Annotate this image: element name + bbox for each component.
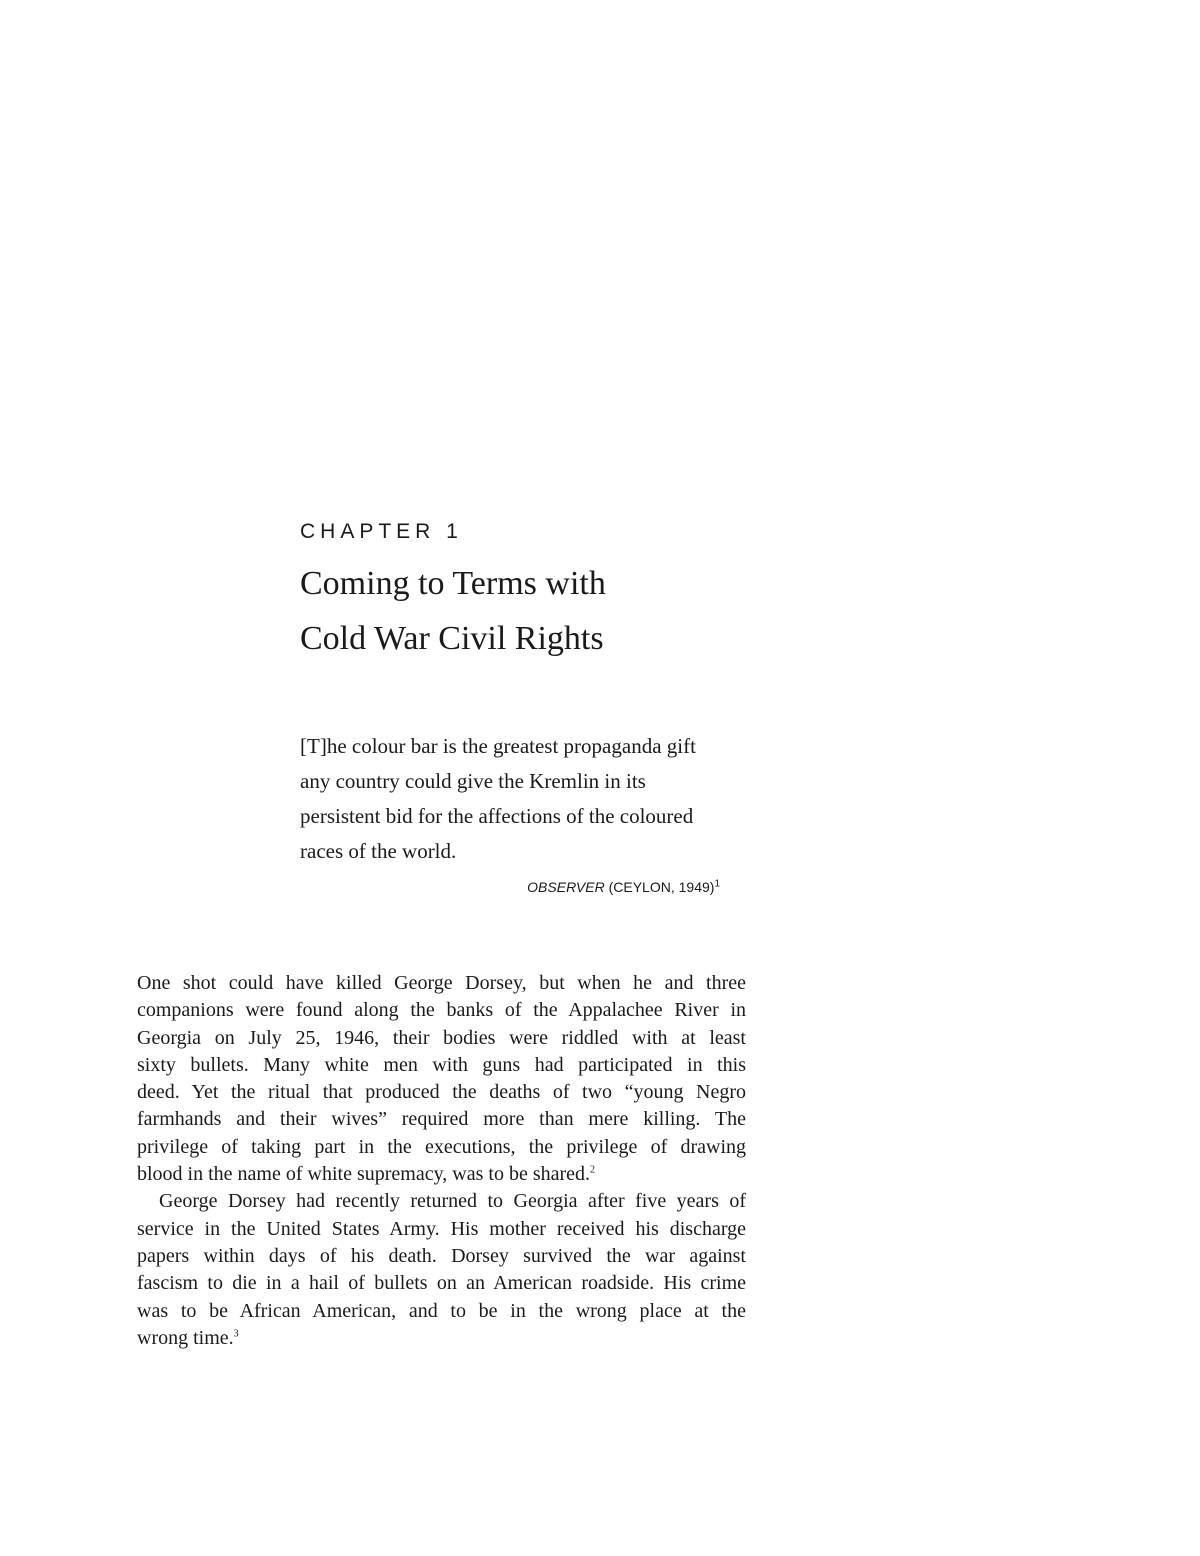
text-line-content: blood in the name of white supremacy, was to be shared. bbox=[137, 1163, 591, 1186]
footnote-marker: 3 bbox=[233, 1328, 239, 1340]
text-line-content: wrong time. bbox=[137, 1326, 234, 1349]
text-line: One shot could have killed George Dorsey, but when he and three bbox=[137, 972, 746, 994]
epigraph-line: races of the world. bbox=[300, 839, 457, 863]
text-line-last bbox=[137, 1161, 746, 1188]
body-paragraph bbox=[137, 970, 746, 1188]
text-line: papers within days of his death. Dorsey survived the war against bbox=[137, 1244, 746, 1267]
text-line: sixty bullets. Many white men with guns had participated in this bbox=[137, 1053, 746, 1076]
chapter-label: CHAPTER 1 bbox=[300, 520, 463, 543]
text-line: companions were found along the banks of the Appalachee River in bbox=[137, 999, 746, 1022]
chapter-title-line: Cold War Civil Rights bbox=[300, 620, 604, 657]
text-line: Georgia on July 25, 1946, their bodies were riddled with at least bbox=[137, 1026, 746, 1049]
epigraph-line: any country could give the Kremlin in its bbox=[300, 769, 646, 793]
text-line: farmhands and their wives” required more than mere killing. The bbox=[137, 1108, 746, 1131]
epigraph-line: persistent bid for the affections of the coloured bbox=[300, 804, 694, 828]
chapter-body bbox=[137, 970, 746, 1352]
text-line: was to be African American, and to be in the wrong place at the bbox=[137, 1299, 746, 1322]
epigraph bbox=[300, 729, 722, 897]
epigraph-attribution bbox=[300, 877, 722, 897]
text-line: privilege of taking part in the executions, the privilege of drawing bbox=[137, 1135, 746, 1158]
text-line: deed. Yet the ritual that produced the deaths of two “young Negro bbox=[137, 1081, 746, 1104]
text-line: fascism to die in a hail of bullets on an American roadside. His crime bbox=[137, 1272, 746, 1295]
footnote-marker: 2 bbox=[590, 1164, 596, 1176]
epigraph-source-detail: (CEYLON, 1949) bbox=[604, 879, 715, 895]
epigraph-source-work: OBSERVER bbox=[527, 879, 605, 895]
epigraph-line: [T]he colour bar is the greatest propaganda gift bbox=[300, 734, 696, 758]
body-paragraph bbox=[137, 1188, 746, 1352]
text-line: George Dorsey had recently returned to Georgia after five years of bbox=[159, 1190, 746, 1213]
chapter-title bbox=[300, 556, 920, 666]
footnote-marker: 1 bbox=[714, 878, 720, 890]
chapter-title-line: Coming to Terms with bbox=[300, 565, 606, 602]
text-line: service in the United States Army. His mother received his discharge bbox=[137, 1217, 746, 1240]
text-line-last bbox=[137, 1325, 746, 1352]
